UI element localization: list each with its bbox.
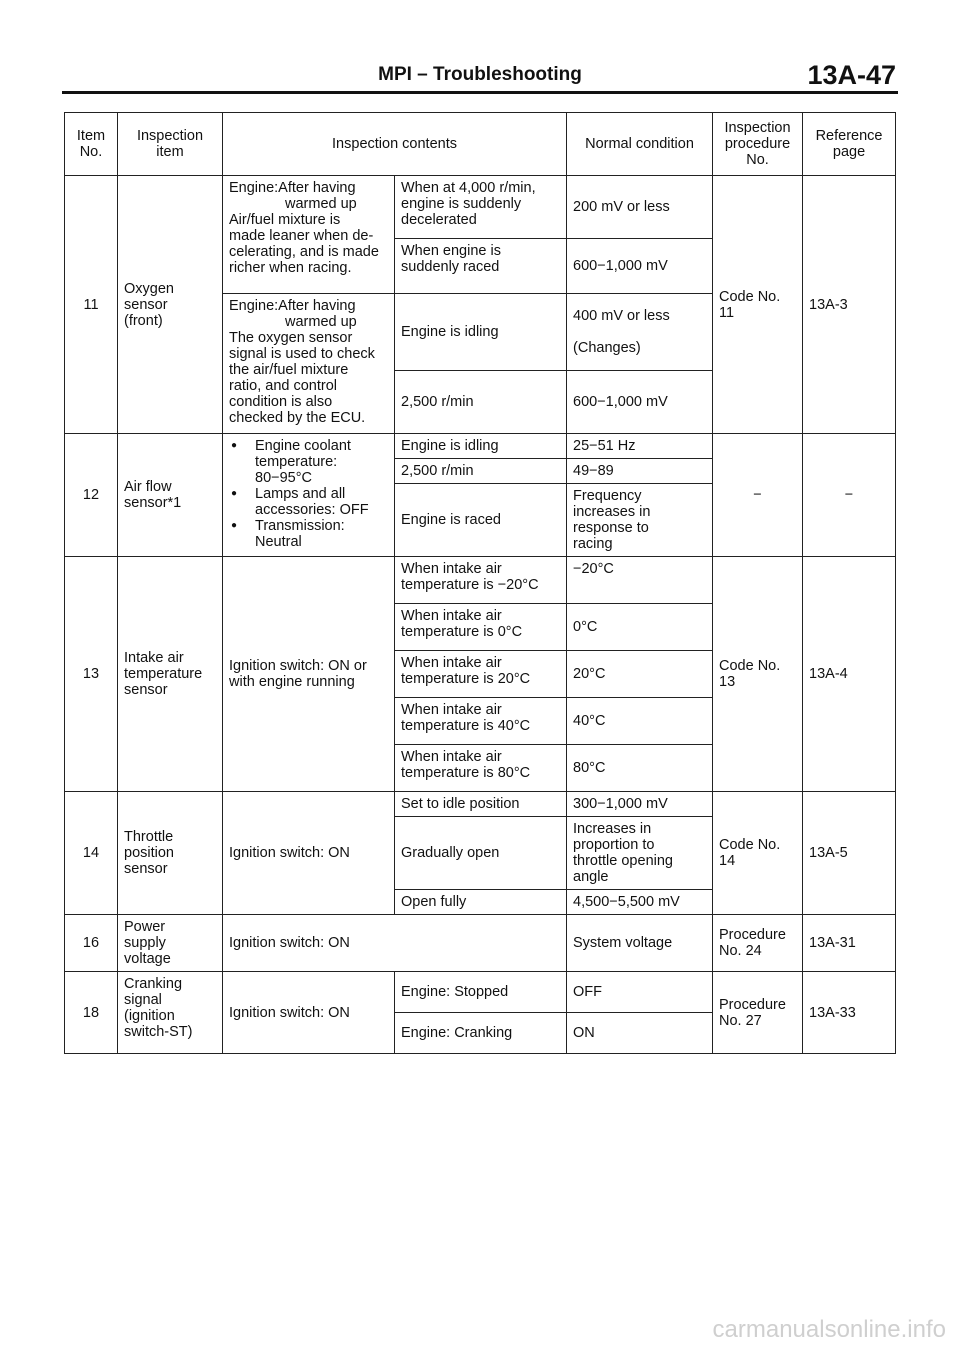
normal-value: ON <box>567 1013 713 1054</box>
col-header-procedure: Inspection procedure No. <box>713 113 803 176</box>
test-condition: Engine: Cranking <box>395 1013 567 1054</box>
inspection-item: Air flow sensor*1 <box>118 434 223 557</box>
normal-value: 600−1,000 mV <box>567 239 713 294</box>
reference-page: − <box>803 434 896 557</box>
normal-value: 25−51 Hz <box>567 434 713 459</box>
test-condition: 2,500 r/min <box>395 371 567 434</box>
inspection-condition: Engine:After having warmed up Air/fuel mixture is made leaner when de- celerating, and is made richer when racing. <box>223 176 395 294</box>
inspection-condition: Ignition switch: ON <box>223 972 395 1054</box>
test-condition: 2,500 r/min <box>395 459 567 484</box>
condition-bullet: ● Transmission: Neutral <box>229 518 388 550</box>
table-header-row <box>65 113 896 176</box>
page-header <box>62 58 898 94</box>
normal-value: 20°C <box>567 651 713 698</box>
inspection-item: Throttle position sensor <box>118 792 223 915</box>
inspection-item: Oxygen sensor (front) <box>118 176 223 434</box>
inspection-item: Power supply voltage <box>118 915 223 972</box>
test-condition: Engine: Stopped <box>395 972 567 1013</box>
col-header-inspection-contents: Inspection contents <box>223 113 567 176</box>
test-condition: When intake air temperature is −20°C <box>395 557 567 604</box>
reference-page: 13A-5 <box>803 792 896 915</box>
test-condition: Open fully <box>395 890 567 915</box>
test-condition: When intake air temperature is 0°C <box>395 604 567 651</box>
inspection-item: Cranking signal (ignition switch-ST) <box>118 972 223 1054</box>
procedure-no: − <box>713 434 803 557</box>
item-no: 13 <box>65 557 118 792</box>
test-condition: When at 4,000 r/min, engine is suddenly decelerated <box>395 176 567 239</box>
normal-value: Increases in proportion to throttle opening angle <box>567 817 713 890</box>
normal-value: 49−89 <box>567 459 713 484</box>
test-condition: When engine is suddenly raced <box>395 239 567 294</box>
col-header-item-no: Item No. <box>65 113 118 176</box>
normal-value: −20°C <box>567 557 713 604</box>
normal-value: 300−1,000 mV <box>567 792 713 817</box>
normal-value: 4,500−5,500 mV <box>567 890 713 915</box>
inspection-item: Intake air temperature sensor <box>118 557 223 792</box>
procedure-no: Procedure No. 27 <box>713 972 803 1054</box>
test-condition: When intake air temperature is 40°C <box>395 698 567 745</box>
item-no: 16 <box>65 915 118 972</box>
normal-value: OFF <box>567 972 713 1013</box>
inspection-condition: Ignition switch: ON <box>223 915 567 972</box>
col-header-reference: Reference page <box>803 113 896 176</box>
normal-value: Frequency increases in response to racing <box>567 484 713 557</box>
test-condition: Engine is raced <box>395 484 567 557</box>
normal-value: 400 mV or less (Changes) <box>567 294 713 371</box>
test-condition: Engine is idling <box>395 294 567 371</box>
reference-page: 13A-4 <box>803 557 896 792</box>
item-no: 18 <box>65 972 118 1054</box>
normal-value: 600−1,000 mV <box>567 371 713 434</box>
test-condition: When intake air temperature is 80°C <box>395 745 567 792</box>
inspection-condition: Ignition switch: ON or with engine running <box>223 557 395 792</box>
table-row <box>65 972 896 1013</box>
inspection-condition: Ignition switch: ON <box>223 792 395 915</box>
test-condition: Set to idle position <box>395 792 567 817</box>
procedure-no: Procedure No. 24 <box>713 915 803 972</box>
page-number: 13A-47 <box>807 60 896 90</box>
header-rule <box>62 91 898 94</box>
item-no: 14 <box>65 792 118 915</box>
col-header-normal-condition: Normal condition <box>567 113 713 176</box>
reference-page: 13A-3 <box>803 176 896 434</box>
test-condition: When intake air temperature is 20°C <box>395 651 567 698</box>
inspection-table <box>64 112 896 1054</box>
normal-value: 80°C <box>567 745 713 792</box>
normal-value: System voltage <box>567 915 713 972</box>
normal-value: 0°C <box>567 604 713 651</box>
page-title: MPI – Troubleshooting <box>378 64 582 85</box>
test-condition: Gradually open <box>395 817 567 890</box>
procedure-no: Code No. 11 <box>713 176 803 434</box>
inspection-condition: Engine:After having warmed up The oxygen sensor signal is used to check the air/fuel mixture ratio, and control condition is also checked by the ECU. <box>223 294 395 434</box>
watermark: carmanualsonline.info <box>712 1316 946 1343</box>
item-no: 12 <box>65 434 118 557</box>
reference-page: 13A-31 <box>803 915 896 972</box>
procedure-no: Code No. 13 <box>713 557 803 792</box>
procedure-no: Code No. 14 <box>713 792 803 915</box>
condition-bullet: ● Lamps and all accessories: OFF <box>229 486 388 518</box>
table-row <box>65 434 896 459</box>
condition-bullet: ● Engine coolant temperature: 80−95°C <box>229 438 388 486</box>
normal-value: 200 mV or less <box>567 176 713 239</box>
inspection-condition <box>223 434 395 557</box>
table-row <box>65 176 896 239</box>
table-row <box>65 915 896 972</box>
normal-value: 40°C <box>567 698 713 745</box>
col-header-inspection-item: Inspection item <box>118 113 223 176</box>
test-condition: Engine is idling <box>395 434 567 459</box>
reference-page: 13A-33 <box>803 972 896 1054</box>
table-row <box>65 557 896 604</box>
table-row <box>65 792 896 817</box>
item-no: 11 <box>65 176 118 434</box>
